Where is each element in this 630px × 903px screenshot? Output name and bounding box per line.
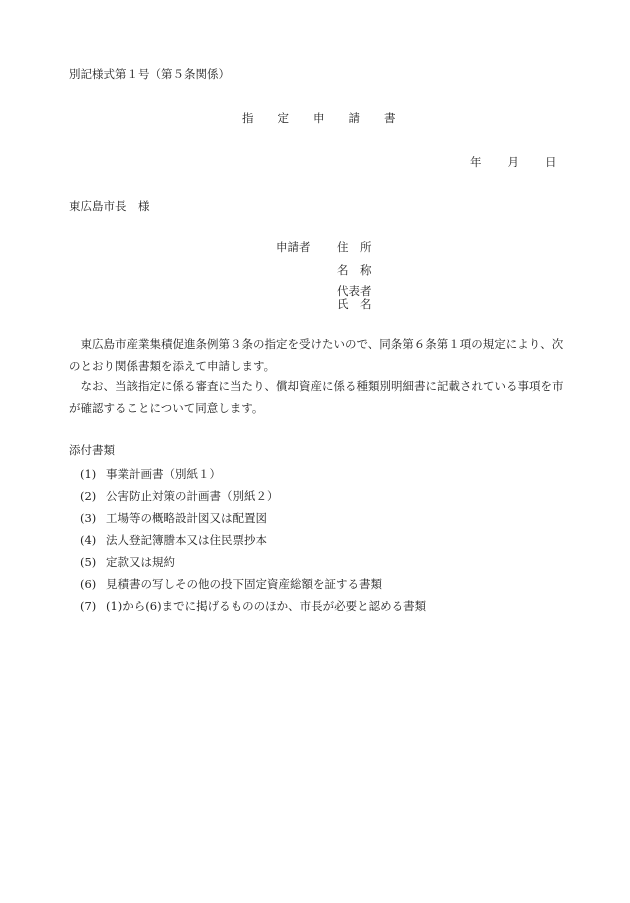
title-char: 指: [242, 111, 254, 125]
date-year: 年: [470, 155, 482, 169]
list-item: [80, 595, 426, 617]
item-text: 見積書の写しその他の投下固定資産総額を証する書類: [106, 577, 382, 591]
date-month: 月: [507, 155, 519, 169]
item-number: (4): [80, 533, 97, 547]
item-text: (1)から(6)までに掲げるもののほか、市長が必要と認める書類: [106, 599, 427, 613]
list-item: [80, 573, 426, 595]
title-char: 定: [277, 111, 289, 125]
item-number: (7): [80, 599, 97, 613]
body-paragraph-consent: なお、当該指定に係る審査に当たり、償却資産に係る種類別明細書に記載されている事項を市が確認することについて同意します。: [69, 379, 564, 415]
list-item: [80, 529, 426, 551]
item-text: 事業計画書（別紙１）: [106, 467, 221, 481]
attachments-title: 添付書類: [69, 443, 115, 457]
form-number: 別記様式第１号（第５条関係）: [69, 67, 230, 81]
list-item: [80, 551, 426, 573]
title-char: 申: [313, 111, 325, 125]
list-item: [80, 463, 426, 485]
item-number: (1): [80, 467, 97, 481]
item-text: 公害防止対策の計画書（別紙２）: [106, 489, 279, 503]
title-char: 書: [384, 111, 396, 125]
attachments-list: [80, 463, 426, 617]
person-name-label: 氏 名: [337, 297, 372, 311]
item-number: (2): [80, 489, 97, 503]
representative-label: 代表者: [337, 284, 372, 298]
item-number: (5): [80, 555, 97, 569]
date-day: 日: [545, 155, 557, 169]
body-paragraph-request: 東広島市産業集積促進条例第３条の指定を受けたいので、同条第６条第１項の規定により、次のとおり関係書類を添えて申請します。: [69, 337, 564, 373]
list-item: [80, 507, 426, 529]
item-text: 定款又は規約: [106, 555, 175, 569]
addressee: 東広島市長 様: [69, 199, 150, 213]
title-char: 請: [348, 111, 360, 125]
name-label: 名 称: [337, 263, 372, 277]
item-text: 法人登記簿謄本又は住民票抄本: [106, 533, 267, 547]
list-item: [80, 485, 426, 507]
item-number: (6): [80, 577, 97, 591]
address-label: 住 所: [337, 240, 372, 254]
applicant-label: 申請者: [276, 240, 311, 254]
date-line: [470, 155, 557, 169]
item-number: (3): [80, 511, 97, 525]
document-title: [242, 111, 396, 125]
item-text: 工場等の概略設計図又は配置図: [106, 511, 267, 525]
